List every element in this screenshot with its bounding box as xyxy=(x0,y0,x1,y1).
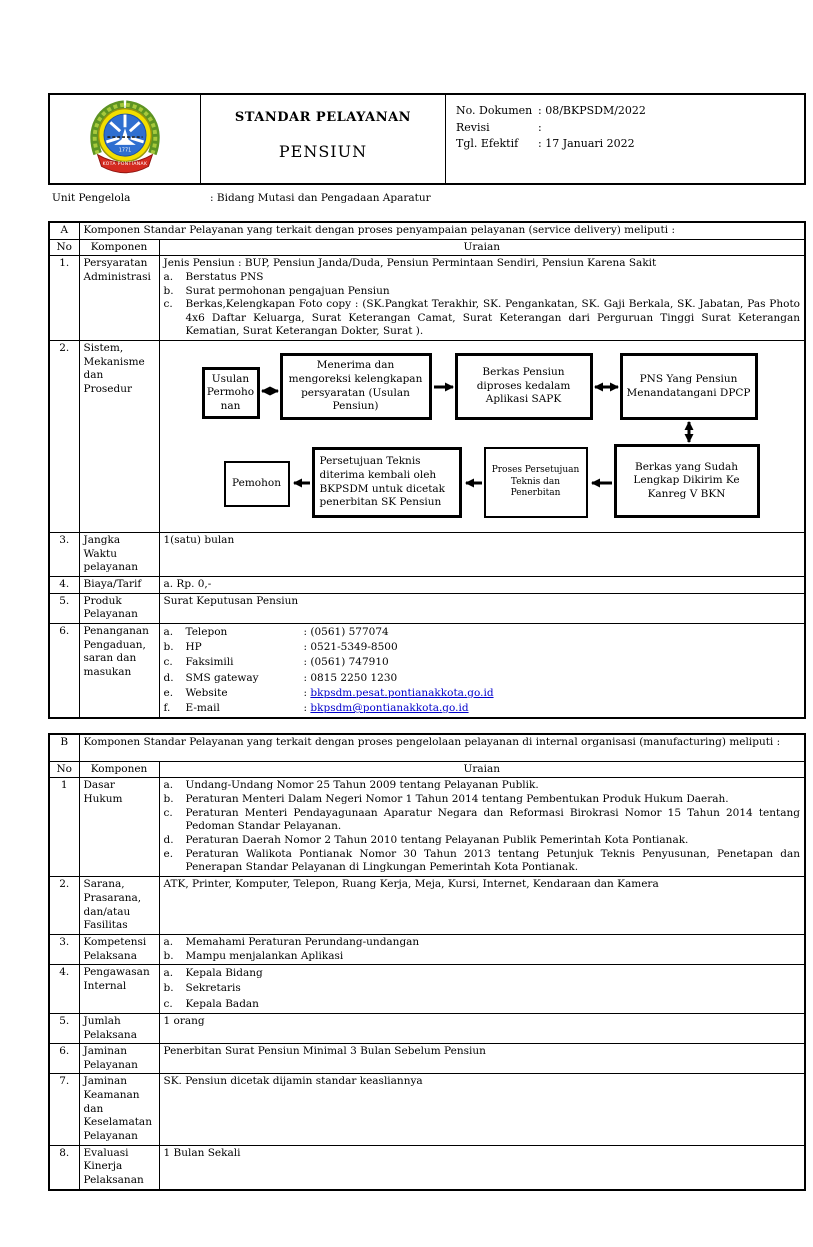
list-letter: a. xyxy=(163,967,174,980)
list-letter: a. xyxy=(163,935,174,948)
contact-row-sms xyxy=(164,671,801,686)
list-letter: a. xyxy=(163,270,174,283)
logo-cell xyxy=(50,95,200,183)
list-text: Memahami Peraturan Perundang-undangan xyxy=(185,935,420,948)
flow-box-kanreg-bkn: Berkas yang Sudah Lengkap Dikirim Ke Kanreg V BKN xyxy=(614,444,760,518)
list-letter: e. xyxy=(163,686,174,699)
doc-number-label: No. Dokumen xyxy=(456,104,533,117)
contact-label: E-mail xyxy=(185,702,220,715)
list-letter: d. xyxy=(163,671,174,684)
flow-box-pns-dpcp: PNS Yang Pensiun Menandatangani DPCP xyxy=(620,353,758,420)
unit-pengelola-label: Unit Pengelola xyxy=(52,192,131,204)
list-item xyxy=(164,997,801,1012)
list-text: Mampu menjalankan Aplikasi xyxy=(185,949,344,962)
doc-effective-row xyxy=(456,136,804,153)
colon: : xyxy=(303,702,308,715)
unit-pengelola-line xyxy=(52,192,806,204)
jenis-pensiun-intro: Jenis Pensiun : BUP, Pensiun Janda/Duda, Pensiun Permintaan Sendiri, Pensiun Karena Sakit xyxy=(163,257,657,270)
contact-label: HP xyxy=(185,641,202,654)
row-no: 2. xyxy=(49,877,79,935)
list-text: Kepala Bidang xyxy=(185,967,263,980)
row-komponen: Penanganan Pengaduan, saran dan masukan xyxy=(79,623,159,718)
contact-label: Website xyxy=(185,686,228,699)
list-text: Sekretaris xyxy=(185,982,241,995)
list-item xyxy=(164,966,801,981)
section-b-col-komponen: Komponen xyxy=(79,761,159,778)
row-komponen: Evaluasi Kinerja Pelaksanan xyxy=(79,1145,159,1189)
table-row xyxy=(49,965,805,1014)
contact-value: : (0561) 577074 xyxy=(303,625,389,638)
row-uraian: Penerbitan Surat Pensiun Minimal 3 Bulan Sebelum Pensiun xyxy=(159,1044,805,1074)
table-row xyxy=(49,778,805,877)
contact-value: : (0561) 747910 xyxy=(303,656,389,669)
list-text: Peraturan Menteri Pendayagunaan Aparatur Negara dan Reformasi Birokrasi Nomor 15 Tahun 2014 tentang Pedoman Standar Pelayanan. xyxy=(185,806,800,833)
contact-label: Faksimili xyxy=(185,656,234,669)
row-no: 3. xyxy=(49,533,79,577)
contact-row-telepon xyxy=(164,625,801,640)
doc-revision-row xyxy=(456,120,804,137)
document-subtitle: PENSIUN xyxy=(278,142,368,161)
list-text: Undang-Undang Nomor 25 Tahun 2009 tentang Pelayanan Publik. xyxy=(185,779,539,792)
list-item xyxy=(164,848,801,875)
contact-row-faksimili xyxy=(164,655,801,670)
list-item xyxy=(164,793,801,807)
section-a-heading: Komponen Standar Pelayanan yang terkait dengan proses penyampaian pelayanan (service delivery) meliputi : xyxy=(79,222,805,239)
website-link[interactable]: bkpsdm.pesat.pontianakkota.go.id xyxy=(310,686,494,699)
flow-box-usulan-permohonan: Usulan Permohonan xyxy=(202,367,260,419)
list-letter: b. xyxy=(163,641,174,654)
list-item xyxy=(164,807,801,834)
row-uraian: a. Rp. 0,- xyxy=(159,577,805,594)
document-header xyxy=(48,93,806,185)
colon: : xyxy=(303,686,308,699)
list-text: Peraturan Walikota Pontianak Nomor 30 Tahun 2013 tentang Petunjuk Teknis Penyusunan, Penetapan dan Penerapan Standar Pelayanan di Lingkungan Pemerintah Kota Pontianak. xyxy=(185,847,800,874)
row-no: 1 xyxy=(49,778,79,877)
list-item xyxy=(164,298,801,339)
list-text: Peraturan Menteri Dalam Negeri Nomor 1 Tahun 2014 tentang Pembentukan Produk Hukum Daerah. xyxy=(185,793,729,806)
list-text: Peraturan Daerah Nomor 2 Tahun 2010 tentang Pelayanan Publik Pemerintah Kota Pontianak. xyxy=(185,833,689,846)
list-letter: b. xyxy=(163,793,174,806)
table-row xyxy=(49,341,805,533)
row-uraian: 1(satu) bulan xyxy=(159,533,805,577)
row-no: 6. xyxy=(49,623,79,718)
row-uraian: SK. Pensiun dicetak dijamin standar keasliannya xyxy=(159,1074,805,1145)
doc-number-row xyxy=(456,103,804,120)
table-row xyxy=(49,1013,805,1043)
table-row xyxy=(49,1044,805,1074)
contact-label: SMS gateway xyxy=(185,671,259,684)
row-no: 2. xyxy=(49,341,79,533)
list-letter: d. xyxy=(163,833,174,846)
row-komponen: Produk Pelayanan xyxy=(79,593,159,623)
list-text: Berstatus PNS xyxy=(185,270,264,283)
email-link[interactable]: bkpsdm@pontianakkota.go.id xyxy=(310,702,469,715)
row-komponen: Jaminan Pelayanan xyxy=(79,1044,159,1074)
row-komponen: Jaminan Keamanan dan Keselamatan Pelayanan xyxy=(79,1074,159,1145)
list-letter: c. xyxy=(163,806,173,819)
row-no: 4. xyxy=(49,577,79,594)
list-letter: b. xyxy=(163,949,174,962)
row-komponen: Sistem, Mekanisme dan Prosedur xyxy=(79,341,159,533)
doc-revision-value: : xyxy=(538,120,542,134)
list-item xyxy=(164,285,801,299)
row-no: 3. xyxy=(49,934,79,964)
row-komponen: Sarana, Prasarana, dan/atau Fasilitas xyxy=(79,877,159,935)
list-text: Kepala Badan xyxy=(185,997,259,1010)
doc-effective-value: : 17 Januari 2022 xyxy=(538,137,635,150)
row-no: 7. xyxy=(49,1074,79,1145)
contact-value: : 0521-5349-8500 xyxy=(303,641,398,654)
table-row xyxy=(49,593,805,623)
section-a-col-uraian: Uraian xyxy=(159,239,805,256)
section-a-table xyxy=(48,221,806,719)
section-b-heading: Komponen Standar Pelayanan yang terkait dengan proses pengelolaan pelayanan di internal organisasi (manufacturing) meliputi : xyxy=(79,734,805,761)
row-no: 8. xyxy=(49,1145,79,1189)
flow-box-pemohon: Pemohon xyxy=(224,461,290,507)
table-row xyxy=(49,533,805,577)
list-letter: a. xyxy=(163,779,174,792)
row-no: 4. xyxy=(49,965,79,1014)
table-row xyxy=(49,256,805,341)
row-no: 1. xyxy=(49,256,79,341)
section-a-col-no: No xyxy=(49,239,79,256)
doc-revision-label: Revisi xyxy=(456,120,490,134)
unit-pengelola-value: : Bidang Mutasi dan Pengadaan Aparatur xyxy=(210,192,431,204)
contact-value: : 0815 2250 1230 xyxy=(303,671,398,684)
list-item xyxy=(164,271,801,285)
list-letter: b. xyxy=(163,982,174,995)
flow-box-proses-persetujuan: Proses Persetujuan Teknis dan Penerbitan xyxy=(484,447,588,518)
list-item xyxy=(164,936,801,950)
list-item xyxy=(164,950,801,964)
section-a-code: A xyxy=(49,222,79,239)
list-item xyxy=(164,834,801,848)
contact-row-website xyxy=(164,686,801,701)
list-letter: a. xyxy=(163,625,174,638)
row-komponen: Dasar Hukum xyxy=(79,778,159,877)
contact-row-hp xyxy=(164,640,801,655)
list-letter: c. xyxy=(163,656,173,669)
section-b-code: B xyxy=(49,734,79,761)
section-b-col-no: No xyxy=(49,761,79,778)
section-b-col-uraian: Uraian xyxy=(159,761,805,778)
flow-box-aplikasi-sapk: Berkas Pensiun diproses kedalam Aplikasi SAPK xyxy=(455,353,593,420)
doc-info-cell xyxy=(445,95,804,183)
table-row xyxy=(49,877,805,935)
row-uraian: Surat Keputusan Pensiun xyxy=(159,593,805,623)
list-letter: b. xyxy=(163,284,174,297)
row-komponen: Pengawasan Internal xyxy=(79,965,159,1014)
logo-year: 1771 xyxy=(118,147,132,154)
row-uraian: ATK, Printer, Komputer, Telepon, Ruang Kerja, Meja, Kursi, Internet, Kendaraan dan Kamera xyxy=(159,877,805,935)
list-item xyxy=(164,779,801,793)
table-row xyxy=(49,577,805,594)
doc-effective-label: Tgl. Efektif xyxy=(456,137,519,150)
table-row xyxy=(49,1074,805,1145)
row-komponen: Jumlah Pelaksana xyxy=(79,1013,159,1043)
kota-pontianak-logo-icon xyxy=(81,97,169,181)
flow-box-menerima-mengoreksi: Menerima dan mengoreksi kelengkapan persyaratan (Usulan Pensiun) xyxy=(280,353,432,420)
list-text: Berkas,Kelengkapan Foto copy : (SK.Pangkat Terakhir, SK. Pengankatan, SK. Gaji Berkala, SK. Jabatan, Pas Photo 4x6 Daftar Keluarga, Surat Keterangan Camat, Surat Keterangan dari Perguruan Tinggi Surat Keterangan Kematian, Surat Keterangan Dokter, Surat ). xyxy=(185,298,800,338)
row-no: 5. xyxy=(49,1013,79,1043)
row-no: 5. xyxy=(49,593,79,623)
row-komponen: Persyaratan Administrasi xyxy=(79,256,159,341)
contact-label: Telepon xyxy=(185,625,228,638)
row-komponen: Jangka Waktu pelayanan xyxy=(79,533,159,577)
row-no: 6. xyxy=(49,1044,79,1074)
row-komponen: Kompetensi Pelaksana xyxy=(79,934,159,964)
table-row xyxy=(49,1145,805,1189)
document-title: STANDAR PELAYANAN xyxy=(234,110,412,125)
document-body xyxy=(48,93,806,1191)
procedure-flowchart xyxy=(162,341,803,530)
table-row xyxy=(49,623,805,718)
title-cell xyxy=(200,95,445,183)
list-letter: f. xyxy=(163,702,171,715)
list-letter: c. xyxy=(163,298,173,311)
list-item xyxy=(164,981,801,996)
logo-banner: KOTA PONTIANAK xyxy=(102,161,148,167)
list-letter: c. xyxy=(163,997,173,1010)
row-komponen: Biaya/Tarif xyxy=(79,577,159,594)
flow-box-persetujuan-teknis: Persetujuan Teknis diterima kembali oleh BKPSDM untuk dicetak penerbitan SK Pensiun xyxy=(312,447,462,518)
list-letter: e. xyxy=(163,847,174,860)
doc-number-value: : 08/BKPSDM/2022 xyxy=(538,104,646,117)
row-uraian: 1 Bulan Sekali xyxy=(159,1145,805,1189)
section-b-table xyxy=(48,733,806,1190)
table-row xyxy=(49,934,805,964)
list-text: Surat permohonan pengajuan Pensiun xyxy=(185,284,390,297)
row-uraian: 1 orang xyxy=(159,1013,805,1043)
contact-row-email xyxy=(164,701,801,716)
section-a-col-komponen: Komponen xyxy=(79,239,159,256)
